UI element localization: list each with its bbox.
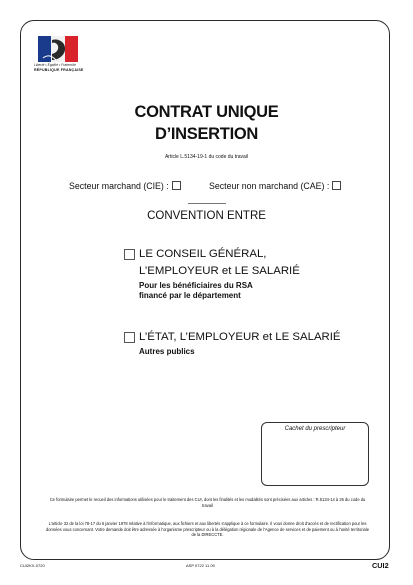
divider xyxy=(188,203,226,204)
option-etat-checkbox[interactable] xyxy=(124,332,135,343)
sector-marchand xyxy=(69,181,181,191)
form-note-2: L'article 32 de la loi 78-17 du 6 janvier 1978 relative à l'informatique, aux fichiers et aux libertés s'applique à ce formulaire. Il vous donne droit d'accès et de rectification pour les données vous concernant. Votre demande doit être adressée à l'organisme prescripteur ou à la délégation régionale de l'Agence de services et de paiement ou à l'unité territoriale de la DIRECCTE. xyxy=(46,521,369,538)
option1-line1: LE CONSEIL GÉNÉRAL, xyxy=(139,248,267,260)
convention-heading: CONVENTION ENTRE xyxy=(147,210,266,222)
page-title-line1: CONTRAT UNIQUE xyxy=(134,103,279,121)
footer-cui2: CUI2 xyxy=(372,561,389,570)
logo-caption xyxy=(34,63,94,72)
footer-form-code: CUI2KX-0720 xyxy=(20,563,45,568)
stamp-box xyxy=(261,422,369,486)
logo-motto: Liberté • Égalité • Fraternité xyxy=(34,63,76,67)
footer-asp-code: ASP 0722 11 09 xyxy=(186,563,215,568)
option1-sub2: financé par le département xyxy=(139,291,241,300)
option2-line1: L’ÉTAT, L’EMPLOYEUR et LE SALARIÉ xyxy=(139,331,341,343)
option1-line2: L’EMPLOYEUR et LE SALARIÉ xyxy=(139,265,300,277)
logo-republic: RÉPUBLIQUE FRANÇAISE xyxy=(34,68,84,72)
option1-sub1: Pour les bénéficiaires du RSA xyxy=(139,281,253,290)
marianne-logo xyxy=(38,36,78,62)
page-title-line2: D’INSERTION xyxy=(154,125,259,143)
sector-non-marchand-checkbox[interactable] xyxy=(332,181,341,190)
form-note-1: Ce formulaire permet le recueil des informations utilisées pour le traitement des CUI, dont les finalités et les modalités sont précisées aux articles : R.5134-14 à 26 du code du travail xyxy=(49,497,366,508)
sector-non-marchand xyxy=(209,181,341,191)
article-reference: Article L.5134-19-1 du code du travail xyxy=(164,154,249,160)
option2-sub: Autres publics xyxy=(139,347,195,356)
option-conseil-general-checkbox[interactable] xyxy=(124,249,135,260)
stamp-label: Cachet du prescripteur xyxy=(284,426,346,432)
sector-marchand-checkbox[interactable] xyxy=(172,181,181,190)
sector-non-marchand-label: Secteur non marchand (CAE) : xyxy=(209,181,330,191)
sector-marchand-label: Secteur marchand (CIE) : xyxy=(69,181,169,191)
